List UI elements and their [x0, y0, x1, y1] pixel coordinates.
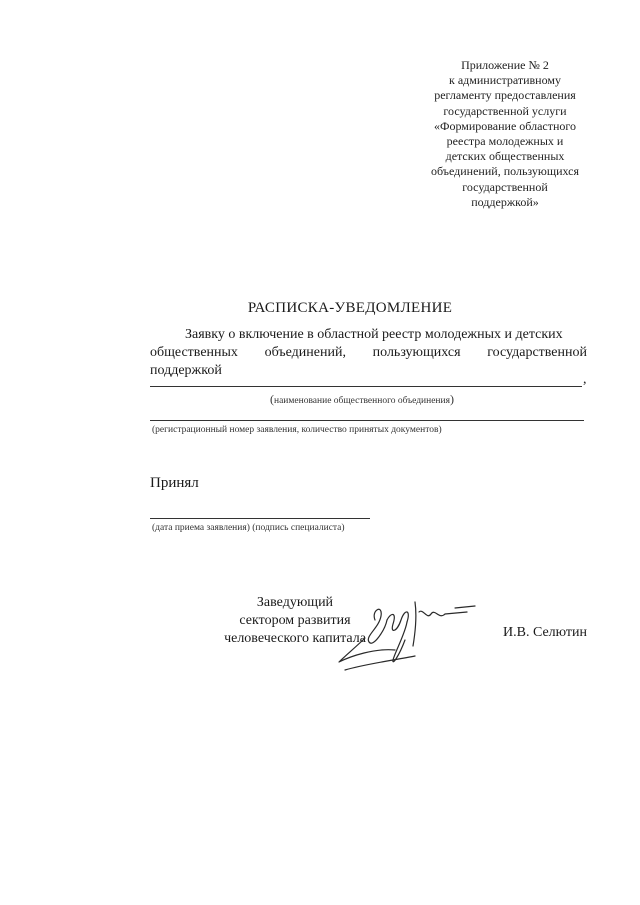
registration-number-caption: (регистрационный номер заявления, количество принятых документов): [152, 425, 442, 435]
accepted-label: Принял: [150, 475, 199, 491]
intro-line-1: Заявку о включение в областной реестр молодежных и детских: [185, 327, 563, 342]
appendix-line: регламенту предоставления: [434, 88, 576, 103]
appendix-line: поддержкой»: [471, 194, 539, 209]
organization-name-caption-text: наименование общественного объединения: [274, 396, 450, 406]
appendix-line: «Формирование областного: [433, 118, 577, 133]
organization-name-line[interactable]: [150, 386, 582, 387]
appendix-line: реестра молодежных и: [446, 134, 564, 149]
document-title: РАСПИСКА-УВЕДОМЛЕНИЕ: [247, 300, 453, 316]
appendix-line: к административному: [449, 73, 561, 88]
position-line: человеческого капитала: [224, 631, 366, 646]
appendix-line: детских общественных: [445, 149, 565, 164]
position-line: сектором развития: [239, 613, 351, 628]
handwritten-signature: [335, 590, 485, 680]
intro-paragraph: [150, 326, 587, 380]
position-line: Заведующий: [256, 595, 334, 610]
trailing-comma: ,: [583, 372, 587, 387]
registration-number-line[interactable]: [150, 420, 584, 421]
intro-line-2: общественных объединений, пользующихся государственной поддержкой: [150, 345, 587, 378]
date-signature-caption: (дата приема заявления) (подпись специалиста): [152, 523, 345, 533]
signer-name: И.В. Селютин: [503, 625, 588, 640]
appendix-line: Приложение № 2: [461, 58, 549, 72]
appendix-line: государственной услуги: [443, 103, 567, 118]
organization-name-caption: (наименование общественного объединения): [270, 392, 454, 406]
appendix-line: объединений, пользующихся: [430, 164, 580, 179]
date-signature-line[interactable]: [150, 518, 370, 519]
appendix-line: государственной: [462, 179, 548, 194]
appendix-header: [410, 58, 600, 210]
